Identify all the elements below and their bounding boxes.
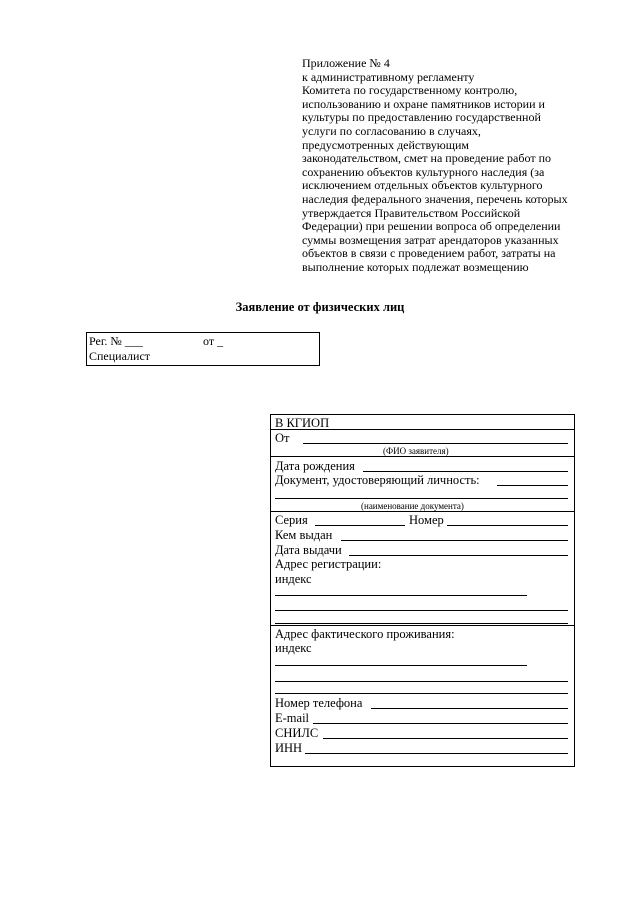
inn-label: ИНН [275, 741, 303, 755]
index-label: индекс [275, 641, 312, 655]
document-title: Заявление от физических лиц [235, 300, 405, 314]
appendix-line: Приложение № 4 [302, 56, 390, 70]
id-document-field[interactable] [497, 485, 568, 486]
appendix-line: объектов в связи с проведением работ, затраты на [302, 246, 556, 261]
applicant-name-field[interactable] [303, 443, 568, 444]
appendix-header [302, 57, 602, 275]
appendix-line: законодательством, смет на проведение работ по [302, 151, 551, 166]
issue-date-field[interactable] [349, 555, 568, 556]
registration-number[interactable]: Рег. № ___ [89, 334, 143, 348]
specialist-label: Специалист [89, 349, 151, 363]
appendix-line: суммы возмещения затрат арендаторов указанных [302, 232, 559, 247]
phone-label: Номер телефона [275, 696, 363, 710]
snils-label: СНИЛС [275, 726, 319, 740]
document-caption: (наименование документа) [361, 501, 464, 511]
actual-address-label: Адрес фактического проживания: [275, 627, 455, 641]
actual-address-field[interactable] [275, 693, 568, 694]
appendix-line: наследия федерального значения, перечень которых [302, 191, 568, 206]
actual-address-field[interactable] [275, 681, 568, 682]
appendix-line: исключением отдельных объектов культурного [302, 178, 543, 193]
registration-address-field[interactable] [275, 610, 568, 611]
id-document-label: Документ, удостоверяющий личность: [275, 473, 480, 487]
index-label: индекс [275, 572, 312, 586]
divider [271, 456, 574, 457]
number-field[interactable] [447, 525, 568, 526]
appendix-line: утверждается Правительством Российской [302, 205, 521, 220]
phone-field[interactable] [371, 708, 568, 709]
issue-date-label: Дата выдачи [275, 543, 342, 557]
series-label: Серия [275, 513, 308, 527]
email-label: E-mail [275, 711, 310, 725]
divider [271, 511, 574, 512]
registration-date[interactable]: от _ [203, 334, 224, 348]
appendix-line: к административному регламенту [302, 69, 475, 84]
appendix-line: сохранению объектов культурного наследия (за [302, 164, 545, 179]
divider [271, 429, 574, 430]
appendix-line: культуры по предоставлению государственной [302, 110, 541, 125]
birth-date-field[interactable] [363, 471, 568, 472]
applicant-form [270, 414, 575, 767]
inn-field[interactable] [305, 753, 568, 754]
series-field[interactable] [315, 525, 405, 526]
appendix-line: предусмотренных действующим [302, 137, 469, 152]
snils-field[interactable] [323, 738, 568, 739]
divider [271, 625, 574, 626]
fio-caption: (ФИО заявителя) [383, 446, 449, 456]
email-field[interactable] [313, 723, 568, 724]
issued-by-field[interactable] [341, 540, 568, 541]
registration-box [86, 332, 320, 366]
appendix-line: Федерации) при решении вопроса об определении [302, 219, 561, 234]
appendix-line: Комитета по государственному контролю, [302, 83, 518, 98]
actual-address-field[interactable] [275, 665, 527, 666]
from-label: От [275, 431, 290, 445]
number-label: Номер [409, 513, 444, 527]
issued-by-label: Кем выдан [275, 528, 333, 542]
appendix-line: услуги по согласованию в случаях, [302, 123, 481, 138]
appendix-line: выполнение которых подлежат возмещению [302, 259, 529, 274]
registration-address-label: Адрес регистрации: [275, 557, 382, 571]
registration-address-field[interactable] [275, 623, 568, 624]
id-document-name-field[interactable] [275, 498, 568, 499]
recipient-label: В КГИОП [275, 416, 330, 430]
birth-date-label: Дата рождения [275, 459, 355, 473]
registration-address-field[interactable] [275, 595, 527, 596]
appendix-line: использованию и охране памятников истории и [302, 96, 545, 111]
